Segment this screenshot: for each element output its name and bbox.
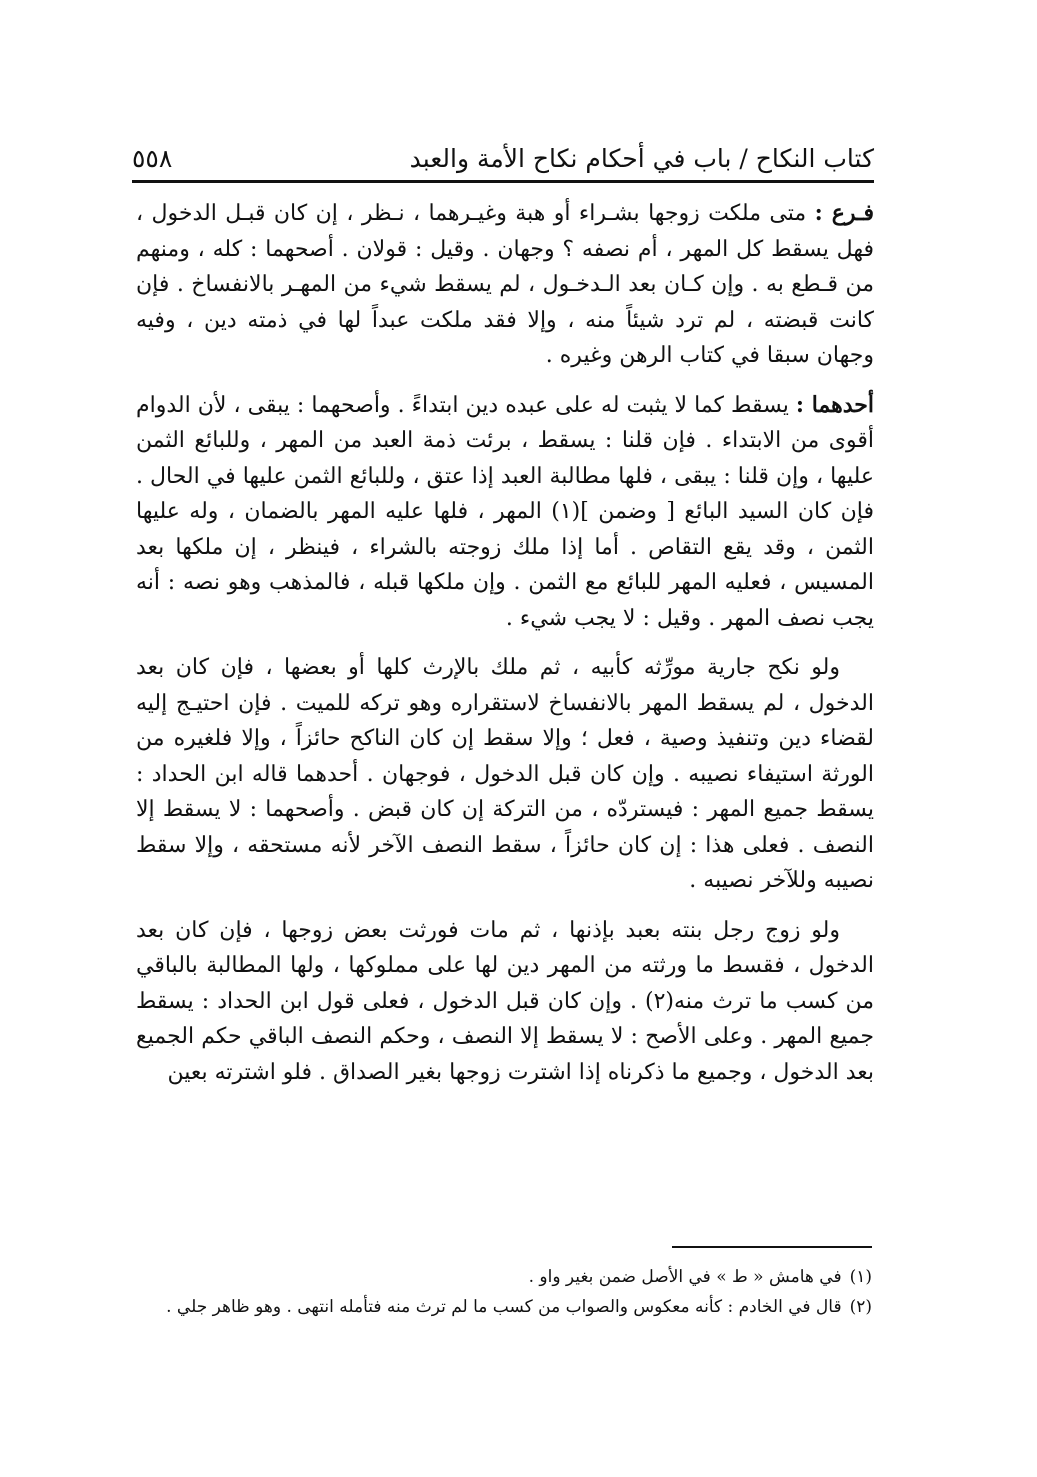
paragraph-4 <box>136 913 874 1091</box>
paragraph-3-text: ولو نكح جارية مورِّثه كأبيه ، ثم ملك بالإرث كلها أو بعضها ، فإن كان بعد الدخول ، لم يسقط المهر بالانفساخ لاستقراره وهو تركه للميت . فإن احتيـج إليه لقضاء دين وتنفيذ وصية ، فعل ؛ وإلا سقط إن كان الناكح حائزاً ، وإلا فلغيره من الورثة استيفاء نصيبه . وإن كان قبل الدخول ، فوجهان . أحدهما قاله ابن الحداد : يسقط جميع المهر : فيستردّه ، من التركة إن كان قبض . وأصحهما : لا يسقط إلا النصف . فعلى هذا : إن كان حائزاً ، سقط النصف الآخر لأنه مستحقه ، وإلا سقط نصيبه وللآخر نصيبه . <box>136 655 874 893</box>
running-header <box>132 140 874 180</box>
paragraph-2-term: أحدهما : <box>795 391 874 418</box>
paragraph-3 <box>136 650 874 899</box>
paragraph-4-text: ولو زوج رجل بنته بعبد بإذنها ، ثم مات فورثت بعض زوجها ، فإن كان بعد الدخول ، فقسط ما ورثته من المهر دين لها على مملوكها ، ولها المطالبة بالباقي من كسب ما ترث منه(٢) . وإن كان قبل الدخول ، فعلى قول ابن الحداد : يسقط جميع المهر . وعلى الأصح : لا يسقط إلا النصف ، وحكم النصف الباقي حكم الجميع بعد الدخول ، وجميع ما ذكرناه إذا اشترت زوجها بغير الصداق . فلو اشترته بعين <box>136 917 874 1085</box>
paragraph-2 <box>136 388 874 637</box>
paragraph-1-text: متى ملكت زوجها بشـراء أو هبة وغيـرهما ، نـظر ، إن كان قبـل الدخول ، فهل يسقط كل المهر ، أم نصفه ؟ وجهان . وقيل : قولان . أصحهما : كله ، ومنهم من قـطع به . وإن كـان بعد الـدخـول ، لم يسقط شيء من المهـر بالانفساخ . فإن كانت قبضته ، لم ترد شيئاً منه ، وإلا فقد ملكت عبداً لها في ذمته دين ، وفيه وجهان سبقا في كتاب الرهن وغيره . <box>136 201 874 368</box>
footnote-2-text: قال في الخادم : كأنه معكوس والصواب من كسب ما لم ترث منه فتأمله انتهى . وهو ظاهر جلي . <box>166 1297 842 1317</box>
paragraph-1-term: فـرع : <box>814 200 874 226</box>
paragraph-2-text: يسقط كما لا يثبت له على عبده دين ابتداءً . وأصحهما : يبقى ، لأن الدوام أقوى من الابتداء . فإن قلنا : يسقط ، برئت ذمة العبد من المهر ، وللبائع الثمن عليها ، وإن قلنا : يبقى ، فلها مطالبة العبد إذا عتق ، وللبائع الثمن عليها في الحال . فإن كان السيد البائع [ وضمن ](١) المهر ، فلها عليه المهر بالضمان ، وله عليها الثمن ، وقد يقع التقاص . أما إذا ملك زوجته بالشراء ، فينظر ، إن ملكها بعد المسيس ، فعليه المهر للبائع مع الثمن . وإن ملكها قبله ، فالمذهب وهو نصه : أنه يجب نصف المهر . وقيل : لا يجب شيء . <box>136 392 874 631</box>
footnote-1-text: في هامش « ط » في الأصل ضمن بغير واو . <box>528 1267 842 1287</box>
footnote-2 <box>140 1292 872 1322</box>
footnote-2-marker: (٢) <box>849 1297 872 1317</box>
page-number: ٥٥٨ <box>132 144 173 173</box>
footnotes <box>140 1262 872 1322</box>
main-text <box>136 196 874 1104</box>
paragraph-1 <box>136 196 874 374</box>
footnote-1-marker: (١) <box>849 1267 872 1287</box>
chapter-title: كتاب النكاح / باب في أحكام نكاح الأمة والعبد <box>409 144 874 173</box>
footnote-separator <box>672 1246 872 1248</box>
header-rule <box>132 180 874 183</box>
footnote-1 <box>140 1262 872 1292</box>
